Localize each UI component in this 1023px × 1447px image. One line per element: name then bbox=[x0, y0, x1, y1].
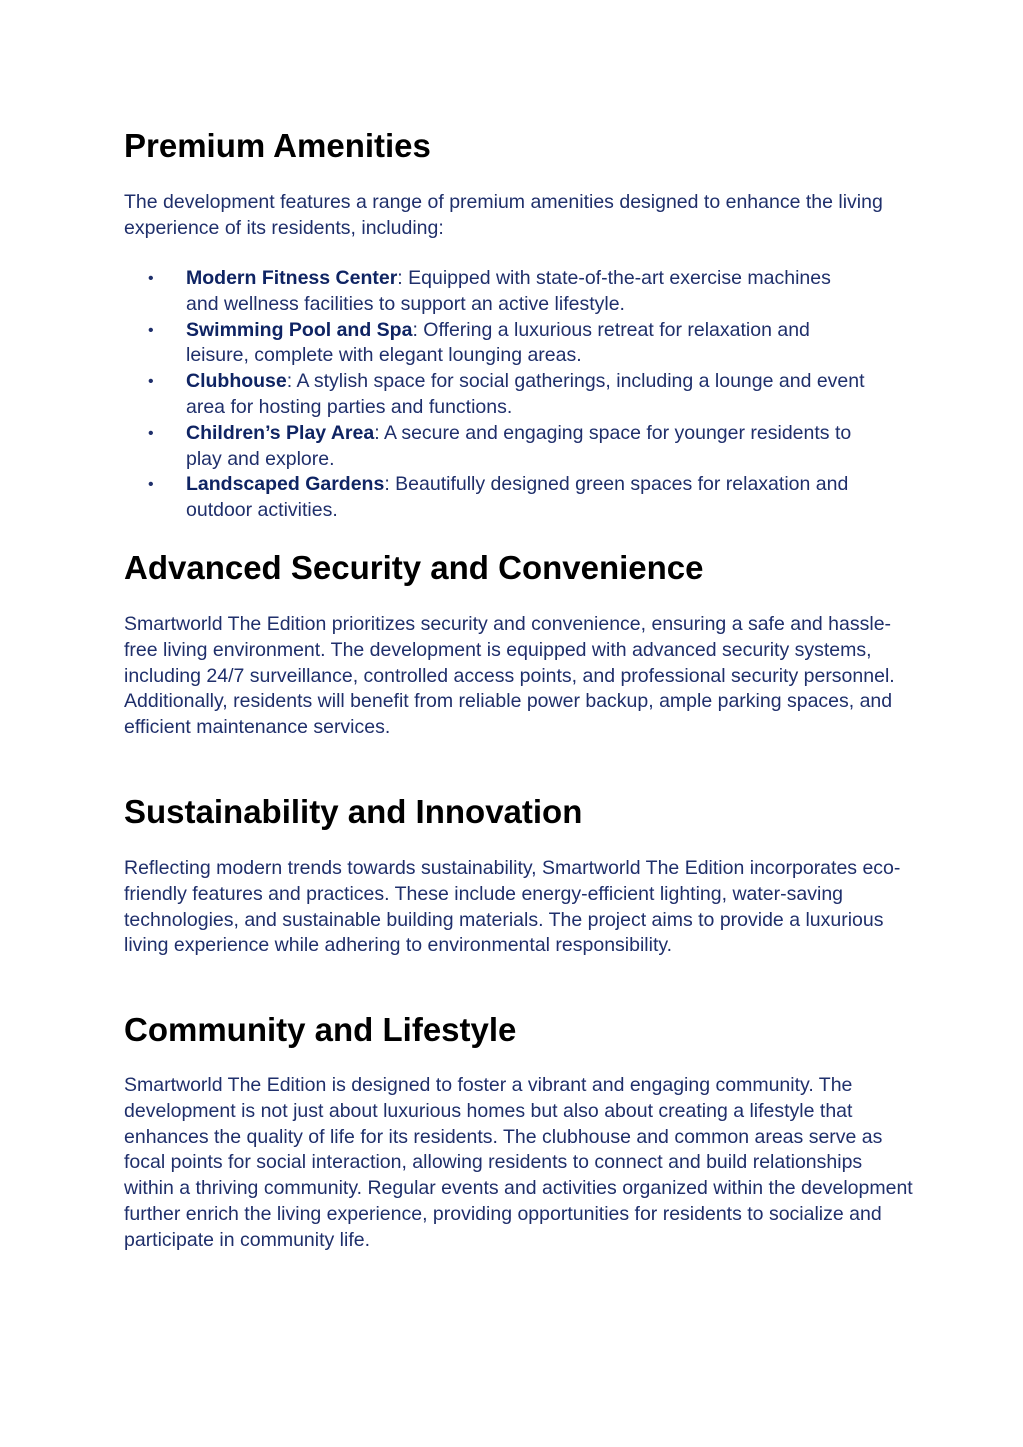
heading-premium-amenities: Premium Amenities bbox=[124, 127, 431, 164]
sustainability-body: Reflecting modern trends towards sustainability, Smartworld The Edition incorporates eco-friendly features and practices. These include energy-efficient lighting, water-saving technologies, and sustainable building materials. The project aims to provide a luxurious living experience while adhering to environmental responsibility. bbox=[124, 857, 901, 957]
list-item bbox=[124, 472, 866, 524]
bullet-icon: • bbox=[148, 424, 154, 442]
amenity-description: : Offering a luxurious retreat for relaxation and leisure, complete with elegant lounging areas. bbox=[186, 318, 810, 367]
amenity-description: : A stylish space for social gatherings, including a lounge and event area for hosting parties and functions. bbox=[186, 370, 865, 418]
bullet-icon: • bbox=[148, 476, 154, 494]
heading-advanced-security: Advanced Security and Convenience bbox=[124, 549, 704, 586]
amenity-term: Landscaped Gardens bbox=[186, 473, 385, 496]
amenity-description: : Beautifully designed green spaces for relaxation and outdoor activities. bbox=[186, 473, 849, 522]
security-body: Smartworld The Edition prioritizes security and convenience, ensuring a safe and hassle-free living environment. The development is equipped with advanced security systems, including 24/7 surveillance, controlled access points, and professional security personnel. Additionally, residents will benefit from reliable power backup, ample parking spaces, and efficient maintenance services. bbox=[124, 613, 895, 739]
amenity-term: Swimming Pool and Spa bbox=[186, 318, 413, 341]
amenity-description: : Equipped with state-of-the-art exercise machines and wellness facilities to support an active lifestyle. bbox=[186, 267, 831, 315]
list-item bbox=[124, 266, 866, 318]
amenity-description: : A secure and engaging space for younger residents to play and explore. bbox=[186, 421, 852, 470]
list-item bbox=[124, 369, 866, 421]
bullet-icon: • bbox=[148, 373, 154, 391]
amenity-term: Modern Fitness Center bbox=[186, 267, 398, 289]
bullet-icon: • bbox=[148, 270, 154, 287]
bullet-icon: • bbox=[148, 321, 154, 339]
amenity-term: Children’s Play Area bbox=[186, 421, 375, 444]
community-body: Smartworld The Edition is designed to foster a vibrant and engaging community. The development is not just about luxurious homes but also about creating a lifestyle that enhances the quality of life for its residents. The clubhouse and common areas serve as focal points for social interaction, allowing residents to connect and build relationships within a thriving community. Regular events and activities organized within the development further enrich the living experience, providing opportunities for residents to socialize and participate in community life. bbox=[124, 1074, 913, 1251]
list-item bbox=[124, 318, 866, 370]
premium-amenities-intro: The development features a range of premium amenities designed to enhance the living experience of its residents, including: bbox=[124, 191, 883, 239]
list-item bbox=[124, 421, 866, 473]
heading-sustainability: Sustainability and Innovation bbox=[124, 793, 583, 830]
amenity-term: Clubhouse bbox=[186, 370, 287, 393]
amenities-list bbox=[124, 266, 914, 524]
heading-community: Community and Lifestyle bbox=[124, 1011, 517, 1048]
